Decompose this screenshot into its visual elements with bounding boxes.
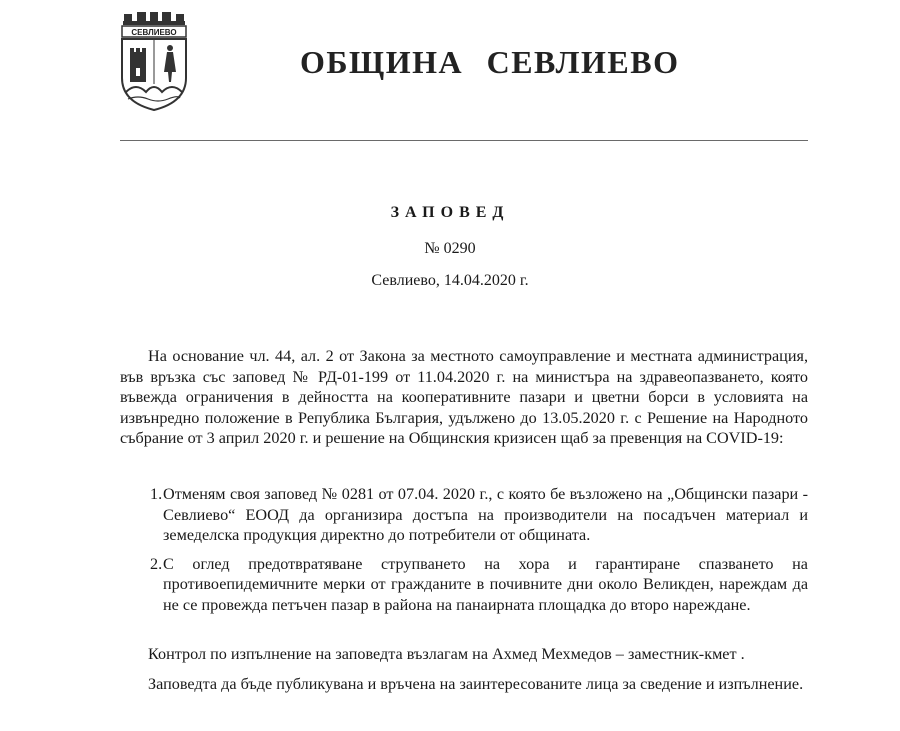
order-item: [120, 484, 808, 546]
orders-list: [120, 484, 808, 623]
crest-crown-icon: [123, 12, 185, 25]
document-type-heading: ЗАПОВЕД: [390, 204, 510, 221]
control-paragraph: Контрол по изпълнение на заповедта възлагам на Ахмед Мехмедов – заместник-кмет .: [148, 645, 745, 663]
order-number: 2.: [150, 554, 163, 573]
document-number: № 0290: [424, 240, 476, 257]
document-place-date: Севлиево, 14.04.2020 г.: [371, 272, 529, 289]
crest-banner-text: СЕВЛИЕВО: [131, 28, 177, 37]
order-item: [120, 554, 808, 616]
order-text: С оглед предотвратяване струпването на хора и гарантиране спазването на противоепидемичните мерки от гражданите в почивните дни около Великден, нареждам да не се провежда петъчен пазар в района на панаирната площадка до второ нареждане.: [163, 554, 808, 614]
municipality-crest: [118, 12, 190, 112]
preamble-paragraph: На основание чл. 44, ал. 2 от Закона за местното самоуправление и местната администрация, във връзка със заповед № РД-01-199 от 11.04.2020 г. на министъра на здравеопазването, която въвежда ограничения в дейността на кооперативните пазари и цветни борси в условията на извънредно положение в Република България, удължено до 13.05.2020 г. с Решение на Народното събрание от 3 април 2020 г. и решение на Общинския кризисен щаб за превенция на COVID-19:: [120, 347, 808, 447]
order-number: 1.: [150, 485, 163, 503]
crest-tower-icon: [130, 48, 146, 82]
municipality-title: ОБЩИНА СЕВЛИЕВО: [300, 44, 680, 80]
publication-paragraph: Заповедта да бъде публикувана и връчена на заинтересованите лица за сведение и изпълнение.: [148, 675, 804, 693]
order-text: Отменям своя заповед № 0281 от 07.04. 2020 г., с която бе възложено на „Общински пазари - Севлиево“ ЕООД да организира достъпа на производители на посадъчен материал и земеделска продукция директно до потребители от общината.: [163, 485, 808, 544]
header-divider: [120, 140, 808, 141]
